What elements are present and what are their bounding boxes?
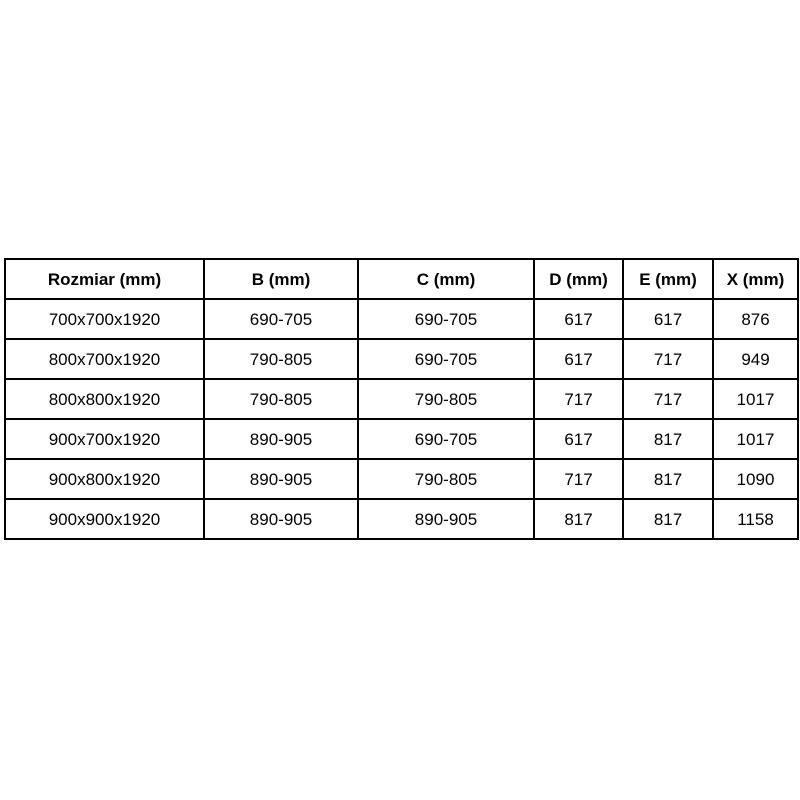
- dimensions-table: [4, 258, 799, 540]
- cell-b: 690-705: [204, 299, 358, 339]
- cell-e: 717: [623, 339, 713, 379]
- cell-rozmiar: 900x700x1920: [5, 419, 204, 459]
- cell-rozmiar: 900x800x1920: [5, 459, 204, 499]
- cell-c: 690-705: [358, 299, 534, 339]
- table-row: [5, 499, 798, 539]
- table-header-row: [5, 259, 798, 299]
- cell-c: 890-905: [358, 499, 534, 539]
- cell-c: 790-805: [358, 379, 534, 419]
- cell-rozmiar: 800x700x1920: [5, 339, 204, 379]
- cell-d: 717: [534, 459, 623, 499]
- table-row: [5, 419, 798, 459]
- cell-c: 790-805: [358, 459, 534, 499]
- cell-b: 890-905: [204, 459, 358, 499]
- table-row: [5, 299, 798, 339]
- cell-x: 1090: [713, 459, 798, 499]
- cell-e: 817: [623, 499, 713, 539]
- cell-b: 790-805: [204, 379, 358, 419]
- cell-d: 817: [534, 499, 623, 539]
- column-header-x: X (mm): [713, 259, 798, 299]
- cell-d: 617: [534, 299, 623, 339]
- cell-e: 717: [623, 379, 713, 419]
- cell-x: 1017: [713, 419, 798, 459]
- cell-b: 890-905: [204, 419, 358, 459]
- table-row: [5, 379, 798, 419]
- cell-d: 617: [534, 339, 623, 379]
- cell-c: 690-705: [358, 419, 534, 459]
- cell-d: 617: [534, 419, 623, 459]
- cell-x: 1017: [713, 379, 798, 419]
- cell-c: 690-705: [358, 339, 534, 379]
- cell-b: 890-905: [204, 499, 358, 539]
- column-header-d: D (mm): [534, 259, 623, 299]
- cell-x: 949: [713, 339, 798, 379]
- cell-e: 617: [623, 299, 713, 339]
- table-row: [5, 459, 798, 499]
- cell-e: 817: [623, 459, 713, 499]
- column-header-b: B (mm): [204, 259, 358, 299]
- cell-d: 717: [534, 379, 623, 419]
- column-header-e: E (mm): [623, 259, 713, 299]
- cell-rozmiar: 700x700x1920: [5, 299, 204, 339]
- cell-x: 1158: [713, 499, 798, 539]
- table-row: [5, 339, 798, 379]
- column-header-c: C (mm): [358, 259, 534, 299]
- cell-e: 817: [623, 419, 713, 459]
- column-header-rozmiar: Rozmiar (mm): [5, 259, 204, 299]
- cell-rozmiar: 800x800x1920: [5, 379, 204, 419]
- cell-x: 876: [713, 299, 798, 339]
- cell-rozmiar: 900x900x1920: [5, 499, 204, 539]
- cell-b: 790-805: [204, 339, 358, 379]
